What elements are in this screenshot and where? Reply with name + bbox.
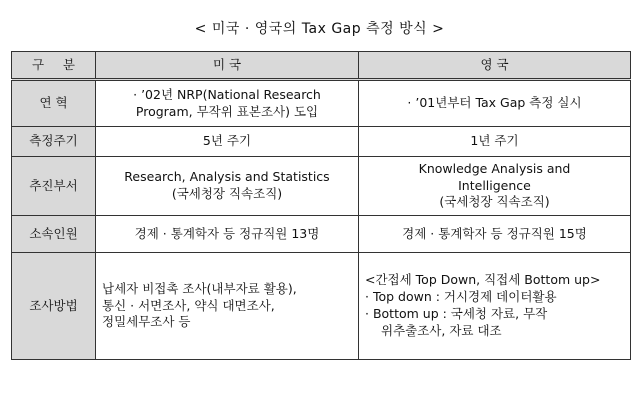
usa-cell — [96, 80, 359, 127]
cell-line: 위추출조사, 자료 대조 — [381, 322, 502, 338]
uk-cell — [359, 127, 631, 157]
header-usa: 미 국 — [96, 52, 359, 80]
table-header-row — [12, 52, 631, 80]
cell-line: Intelligence — [458, 177, 531, 193]
cell-line: <간접세 Top Down, 직접세 Bottom up> — [365, 272, 601, 288]
comparison-table — [11, 51, 631, 360]
table-row — [12, 157, 631, 216]
header-uk: 영 국 — [359, 52, 631, 80]
table-row — [12, 216, 631, 253]
table-row — [12, 127, 631, 157]
usa-cell — [96, 216, 359, 253]
row-label: 추진부서 — [12, 157, 96, 216]
cell-line: (국세청장 직속조직) — [439, 194, 550, 210]
uk-cell — [359, 216, 631, 253]
page-title: < 미국 · 영국의 Tax Gap 측정 방식 > — [194, 21, 445, 37]
cell-line: · Top down : 거시경제 데이터활용 — [365, 289, 557, 305]
cell-line: 1년 주기 — [470, 133, 519, 149]
usa-cell — [96, 253, 359, 360]
usa-cell — [96, 157, 359, 216]
cell-line: · Bottom up : 국세청 자료, 무작 — [365, 306, 548, 321]
cell-line: Knowledge Analysis and — [418, 160, 571, 176]
cell-line: 5년 주기 — [202, 133, 252, 149]
header-category-left: 구 — [32, 56, 45, 72]
cell-line: 납세자 비접촉 조사(내부자료 활용), — [102, 280, 297, 296]
cell-line: Research, Analysis and Statistics — [124, 169, 330, 185]
row-label: 조사방법 — [12, 253, 96, 360]
row-label: 연 혁 — [12, 80, 96, 127]
uk-cell — [359, 80, 631, 127]
header-category-right: 분 — [62, 56, 75, 72]
uk-cell — [359, 157, 631, 216]
table-row — [12, 80, 631, 127]
table-row — [12, 253, 631, 360]
cell-line: 경제 · 통계학자 등 정규직원 15명 — [402, 225, 587, 241]
cell-line: 경제 · 통계학자 등 정규직원 13명 — [134, 225, 320, 241]
cell-line: (국세청장 직속조직) — [171, 186, 283, 201]
cell-line: · ’01년부터 Tax Gap 측정 실시 — [407, 95, 582, 111]
row-label: 소속인원 — [12, 216, 96, 253]
cell-line: 정밀세무조사 등 — [102, 314, 191, 330]
cell-line: · ’02년 NRP(National Research — [133, 86, 321, 102]
uk-cell — [359, 253, 631, 360]
usa-cell — [96, 127, 359, 157]
cell-line: Program, 무작위 표본조사) 도입 — [135, 103, 319, 119]
header-category — [12, 52, 96, 80]
cell-line: 통신 · 서면조사, 약식 대면조사, — [102, 297, 275, 313]
row-label: 측정주기 — [12, 127, 96, 157]
